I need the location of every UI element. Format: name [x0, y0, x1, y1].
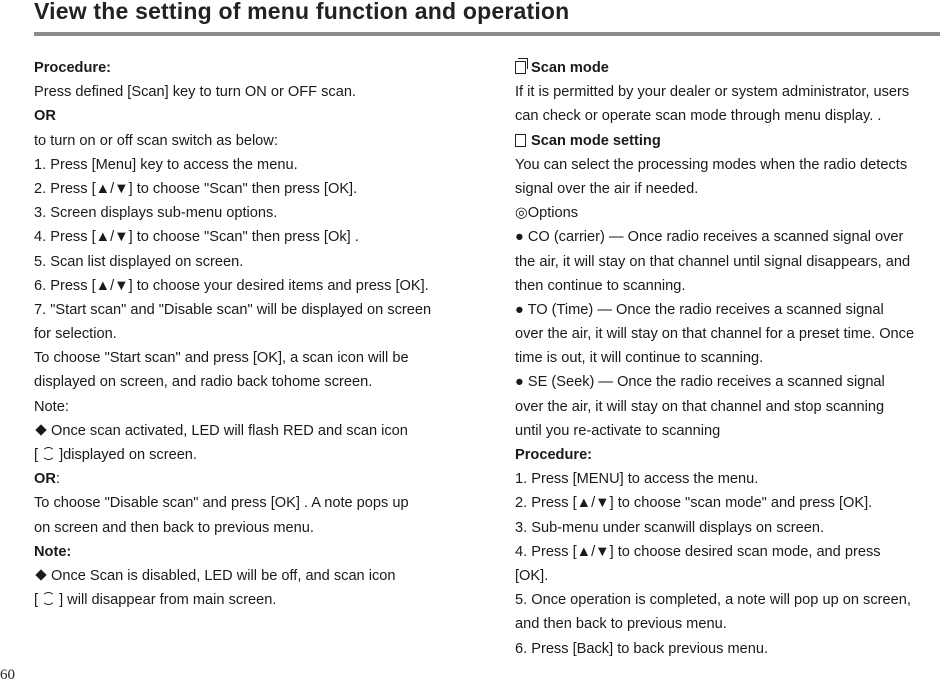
note-text: ] will disappear from main screen. — [59, 592, 277, 609]
text-line: Press defined [Scan] key to turn ON or OFF scan. — [34, 84, 357, 101]
text-line: [OK]. — [515, 567, 549, 584]
text-line: for selection. — [34, 326, 117, 343]
square-icon — [515, 134, 526, 147]
step-item: 5. Scan list displayed on screen. — [34, 253, 244, 270]
heading-text: Scan mode setting — [531, 132, 661, 149]
colon: : — [55, 471, 60, 488]
page-title: View the setting of menu function and operation — [34, 0, 570, 24]
double-square-icon — [515, 61, 526, 74]
step-item: 6. Press [▲/▼] to choose your desired items and press [OK]. — [34, 277, 429, 294]
note-text: Once scan activated, LED will flash RED and scan icon — [51, 422, 408, 439]
step-item: 3. Sub-menu under scanwill displays on screen. — [515, 519, 825, 536]
text-line: then continue to scanning. — [515, 277, 686, 294]
note-item — [34, 443, 474, 467]
text-line: signal over the air if needed. — [515, 180, 699, 197]
page-number: 60 — [0, 667, 15, 683]
text-line: and then back to previous menu. — [515, 616, 727, 633]
text-line: the air, it will stay on that channel until signal disappears, and — [515, 253, 911, 270]
procedure-heading: Procedure: — [515, 447, 593, 463]
diamond-bullet-icon — [35, 424, 46, 435]
note-item — [34, 564, 474, 588]
step-item: 4. Press [▲/▼] to choose desired scan mode, and press — [515, 543, 881, 560]
step-item: 2. Press [▲/▼] to choose "Scan" then press [OK]. — [34, 180, 358, 197]
text-line: to turn on or off scan switch as below: — [34, 132, 278, 149]
or-separator: OR — [34, 108, 56, 125]
step-item: 3. Screen displays sub-menu options. — [34, 205, 278, 222]
text-line: on screen and then back to previous menu. — [34, 519, 314, 536]
text-line: If it is permitted by your dealer or system administrator, users — [515, 84, 910, 101]
right-column — [515, 56, 941, 661]
scan-mode-setting-heading — [515, 129, 941, 153]
or-separator-line — [34, 467, 474, 491]
step-item: 6. Press [Back] to back previous menu. — [515, 640, 769, 657]
note-text: ]displayed on screen. — [59, 447, 197, 463]
note-text: Once Scan is disabled, LED will be off, and scan icon — [51, 567, 396, 584]
text-line: You can select the processing modes when the radio detects — [515, 156, 908, 173]
text-line: over the air, it will stay on that channel for a preset time. Once — [515, 326, 915, 343]
option-co: ● CO (carrier) — Once radio receives a scanned signal over — [515, 229, 904, 246]
bracket: [ — [34, 447, 39, 463]
scan-icon — [42, 592, 55, 605]
text-line: can check or operate scan mode through menu display. . — [515, 108, 882, 125]
text-line: displayed on screen, and radio back tohome screen. — [34, 374, 373, 391]
text-line: until you re-activate to scanning — [515, 422, 721, 439]
note-label: Note: — [34, 543, 72, 560]
procedure-heading: Procedure: — [34, 60, 112, 76]
or-separator: OR — [34, 471, 56, 488]
options-label: ◎Options — [515, 205, 579, 222]
title-divider — [34, 32, 940, 36]
note-item — [34, 588, 474, 612]
step-item: 1. Press [Menu] key to access the menu. — [34, 156, 298, 173]
heading-text: Scan mode — [531, 60, 609, 76]
text-line: over the air, it will stay on that channel and stop scanning — [515, 398, 885, 415]
left-column — [34, 56, 474, 612]
step-item: 1. Press [MENU] to access the menu. — [515, 471, 759, 488]
text-line: To choose "Disable scan" and press [OK] . A note pops up — [34, 495, 409, 512]
diamond-bullet-icon — [35, 569, 46, 580]
scan-icon — [42, 447, 55, 460]
note-item — [34, 419, 474, 443]
step-item: 5. Once operation is completed, a note will pop up on screen, — [515, 592, 911, 609]
note-label: Note: — [34, 398, 69, 415]
option-to: ● TO (Time) — Once the radio receives a scanned signal — [515, 301, 884, 318]
step-item: 2. Press [▲/▼] to choose "scan mode" and press [OK]. — [515, 495, 873, 512]
step-item: 4. Press [▲/▼] to choose "Scan" then press [Ok] . — [34, 229, 359, 246]
text-line: To choose "Start scan" and press [OK], a scan icon will be — [34, 350, 409, 367]
bracket: [ — [34, 592, 39, 609]
option-se: ● SE (Seek) — Once the radio receives a scanned signal — [515, 374, 885, 391]
scan-mode-heading — [515, 56, 941, 80]
text-line: time is out, it will continue to scanning. — [515, 350, 764, 367]
step-item: 7. "Start scan" and "Disable scan" will be displayed on screen — [34, 301, 432, 318]
